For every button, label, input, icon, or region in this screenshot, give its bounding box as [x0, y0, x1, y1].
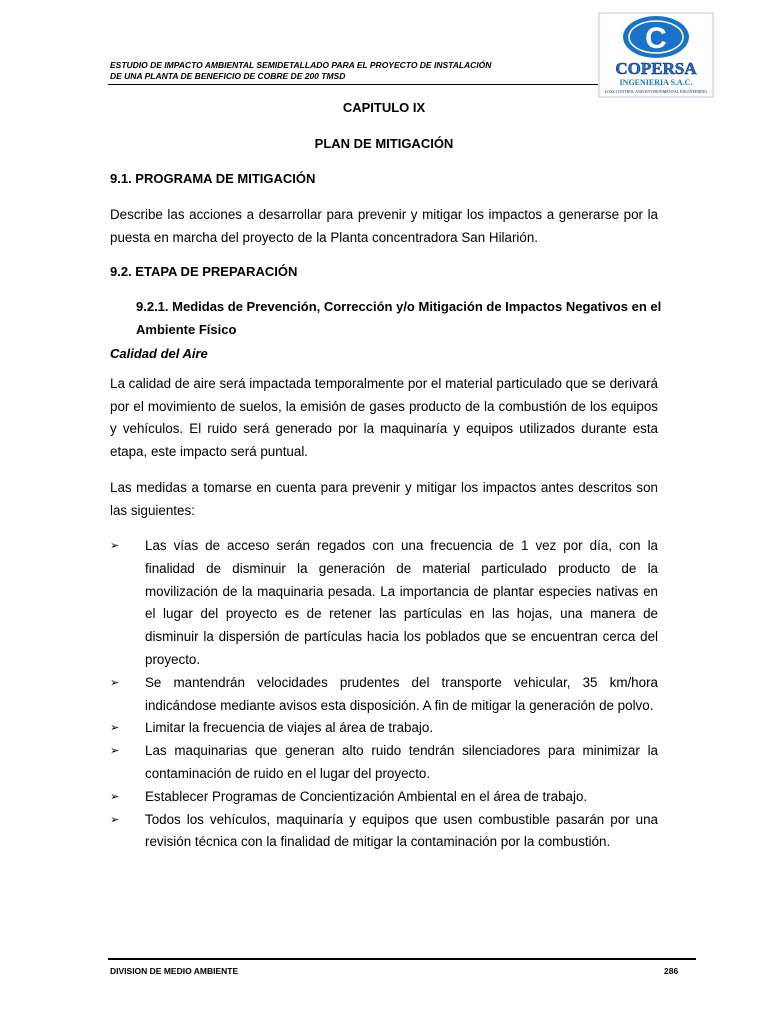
- header-line-2: DE UNA PLANTA DE BENEFICIO DE COBRE DE 200 TMSD: [110, 71, 346, 81]
- arrow-bullet-icon: ➢: [110, 540, 120, 552]
- list-item: [110, 672, 658, 718]
- logo-tagline: LOSS CONTROL AND ENVIRONMENTAL ENGINEERING: [604, 89, 708, 94]
- document-header: [110, 60, 590, 82]
- copersa-logo: [598, 12, 714, 98]
- arrow-bullet-icon: ➢: [110, 722, 120, 735]
- subsection-title: Calidad del Aire: [110, 346, 208, 361]
- list-item-text: Todos los vehículos, maquinaría y equipos que usen combustible pasarán por una revisión técnica con la finalidad de mitigar la contaminación por la combustión.: [145, 811, 658, 850]
- footer-rule: [108, 958, 696, 960]
- section-9-1-paragraph: Describe las acciones a desarrollar para prevenir y mitigar los impactos a generarse por la puesta en marcha del proyecto de la Planta concentradora San Hilarión.: [110, 207, 658, 245]
- footer-division: DIVISION DE MEDIO AMBIENTE: [110, 966, 239, 976]
- list-item: [110, 535, 658, 672]
- list-item-text: Limitar la frecuencia de viajes al área de trabajo.: [145, 720, 434, 736]
- calidad-aire-paragraph: La calidad de aire será impactada temporalmente por el material particulado que se derivará por el movimiento de suelos, la emisión de gases producto de la combustión de los equipos y vehículos. El ruido será generado por la maquinaría y equipos utilizados durante esta etapa, este impacto será puntual.: [110, 376, 658, 459]
- logo-name: COPERSA: [615, 59, 697, 78]
- chapter-title: PLAN DE MITIGACIÓN: [314, 136, 454, 151]
- logo-letter: C: [645, 22, 667, 55]
- page-number: 286: [664, 966, 679, 976]
- medidas-intro-paragraph: Las medidas a tomarse en cuenta para prevenir y mitigar los impactos antes descritos son las siguientes:: [110, 480, 658, 518]
- list-item: [110, 740, 658, 786]
- header-rule: [108, 84, 598, 85]
- chapter-number: CAPITULO IX: [342, 100, 426, 115]
- list-item: [110, 717, 658, 740]
- list-item-text: Se mantendrán velocidades prudentes del transporte vehicular, 35 km/hora indicándose mediante avisos esta disposición. A fin de mitigar la generación de polvo.: [145, 674, 658, 713]
- list-item: [110, 809, 658, 855]
- list-item-text: Establecer Programas de Concientización Ambiental en el área de trabajo.: [145, 788, 588, 804]
- arrow-bullet-icon: ➢: [110, 790, 120, 803]
- list-item: [110, 786, 658, 809]
- header-line-1: ESTUDIO DE IMPACTO AMBIENTAL SEMIDETALLADO PARA EL PROYECTO DE INSTALACIÓN: [110, 60, 492, 70]
- arrow-bullet-icon: ➢: [110, 676, 120, 689]
- section-9-2-heading: 9.2. ETAPA DE PREPARACIÓN: [110, 264, 298, 279]
- arrow-bullet-icon: ➢: [110, 745, 120, 758]
- section-9-2-1-heading: 9.2.1. Medidas de Prevención, Corrección y/o Mitigación de Impactos Negativos en el Ambiente Físico: [136, 299, 662, 337]
- logo-sub: INGENIERIA S.A.C.: [619, 78, 693, 87]
- list-item-text: Las maquinarias que generan alto ruido tendrán silenciadores para minimizar la contaminación de ruido en el lugar del proyecto.: [145, 743, 658, 781]
- arrow-bullet-icon: ➢: [110, 813, 120, 826]
- section-9-1-heading: 9.1. PROGRAMA DE MITIGACIÓN: [110, 171, 316, 186]
- mitigation-measures-list: [110, 535, 658, 854]
- list-item-text: Las vías de acceso serán regados con una frecuencia de 1 vez por día, con la finalidad de disminuir la generación de material particulado producto de la movilización de la maquinaria pesada. La importancia de plantar especies nativas en el lugar del proyecto es de retener las partículas en las hojas, una manera de disminuir la dispersión de partículas hacia los poblados que se encuentran cerca del proyecto.: [145, 538, 658, 667]
